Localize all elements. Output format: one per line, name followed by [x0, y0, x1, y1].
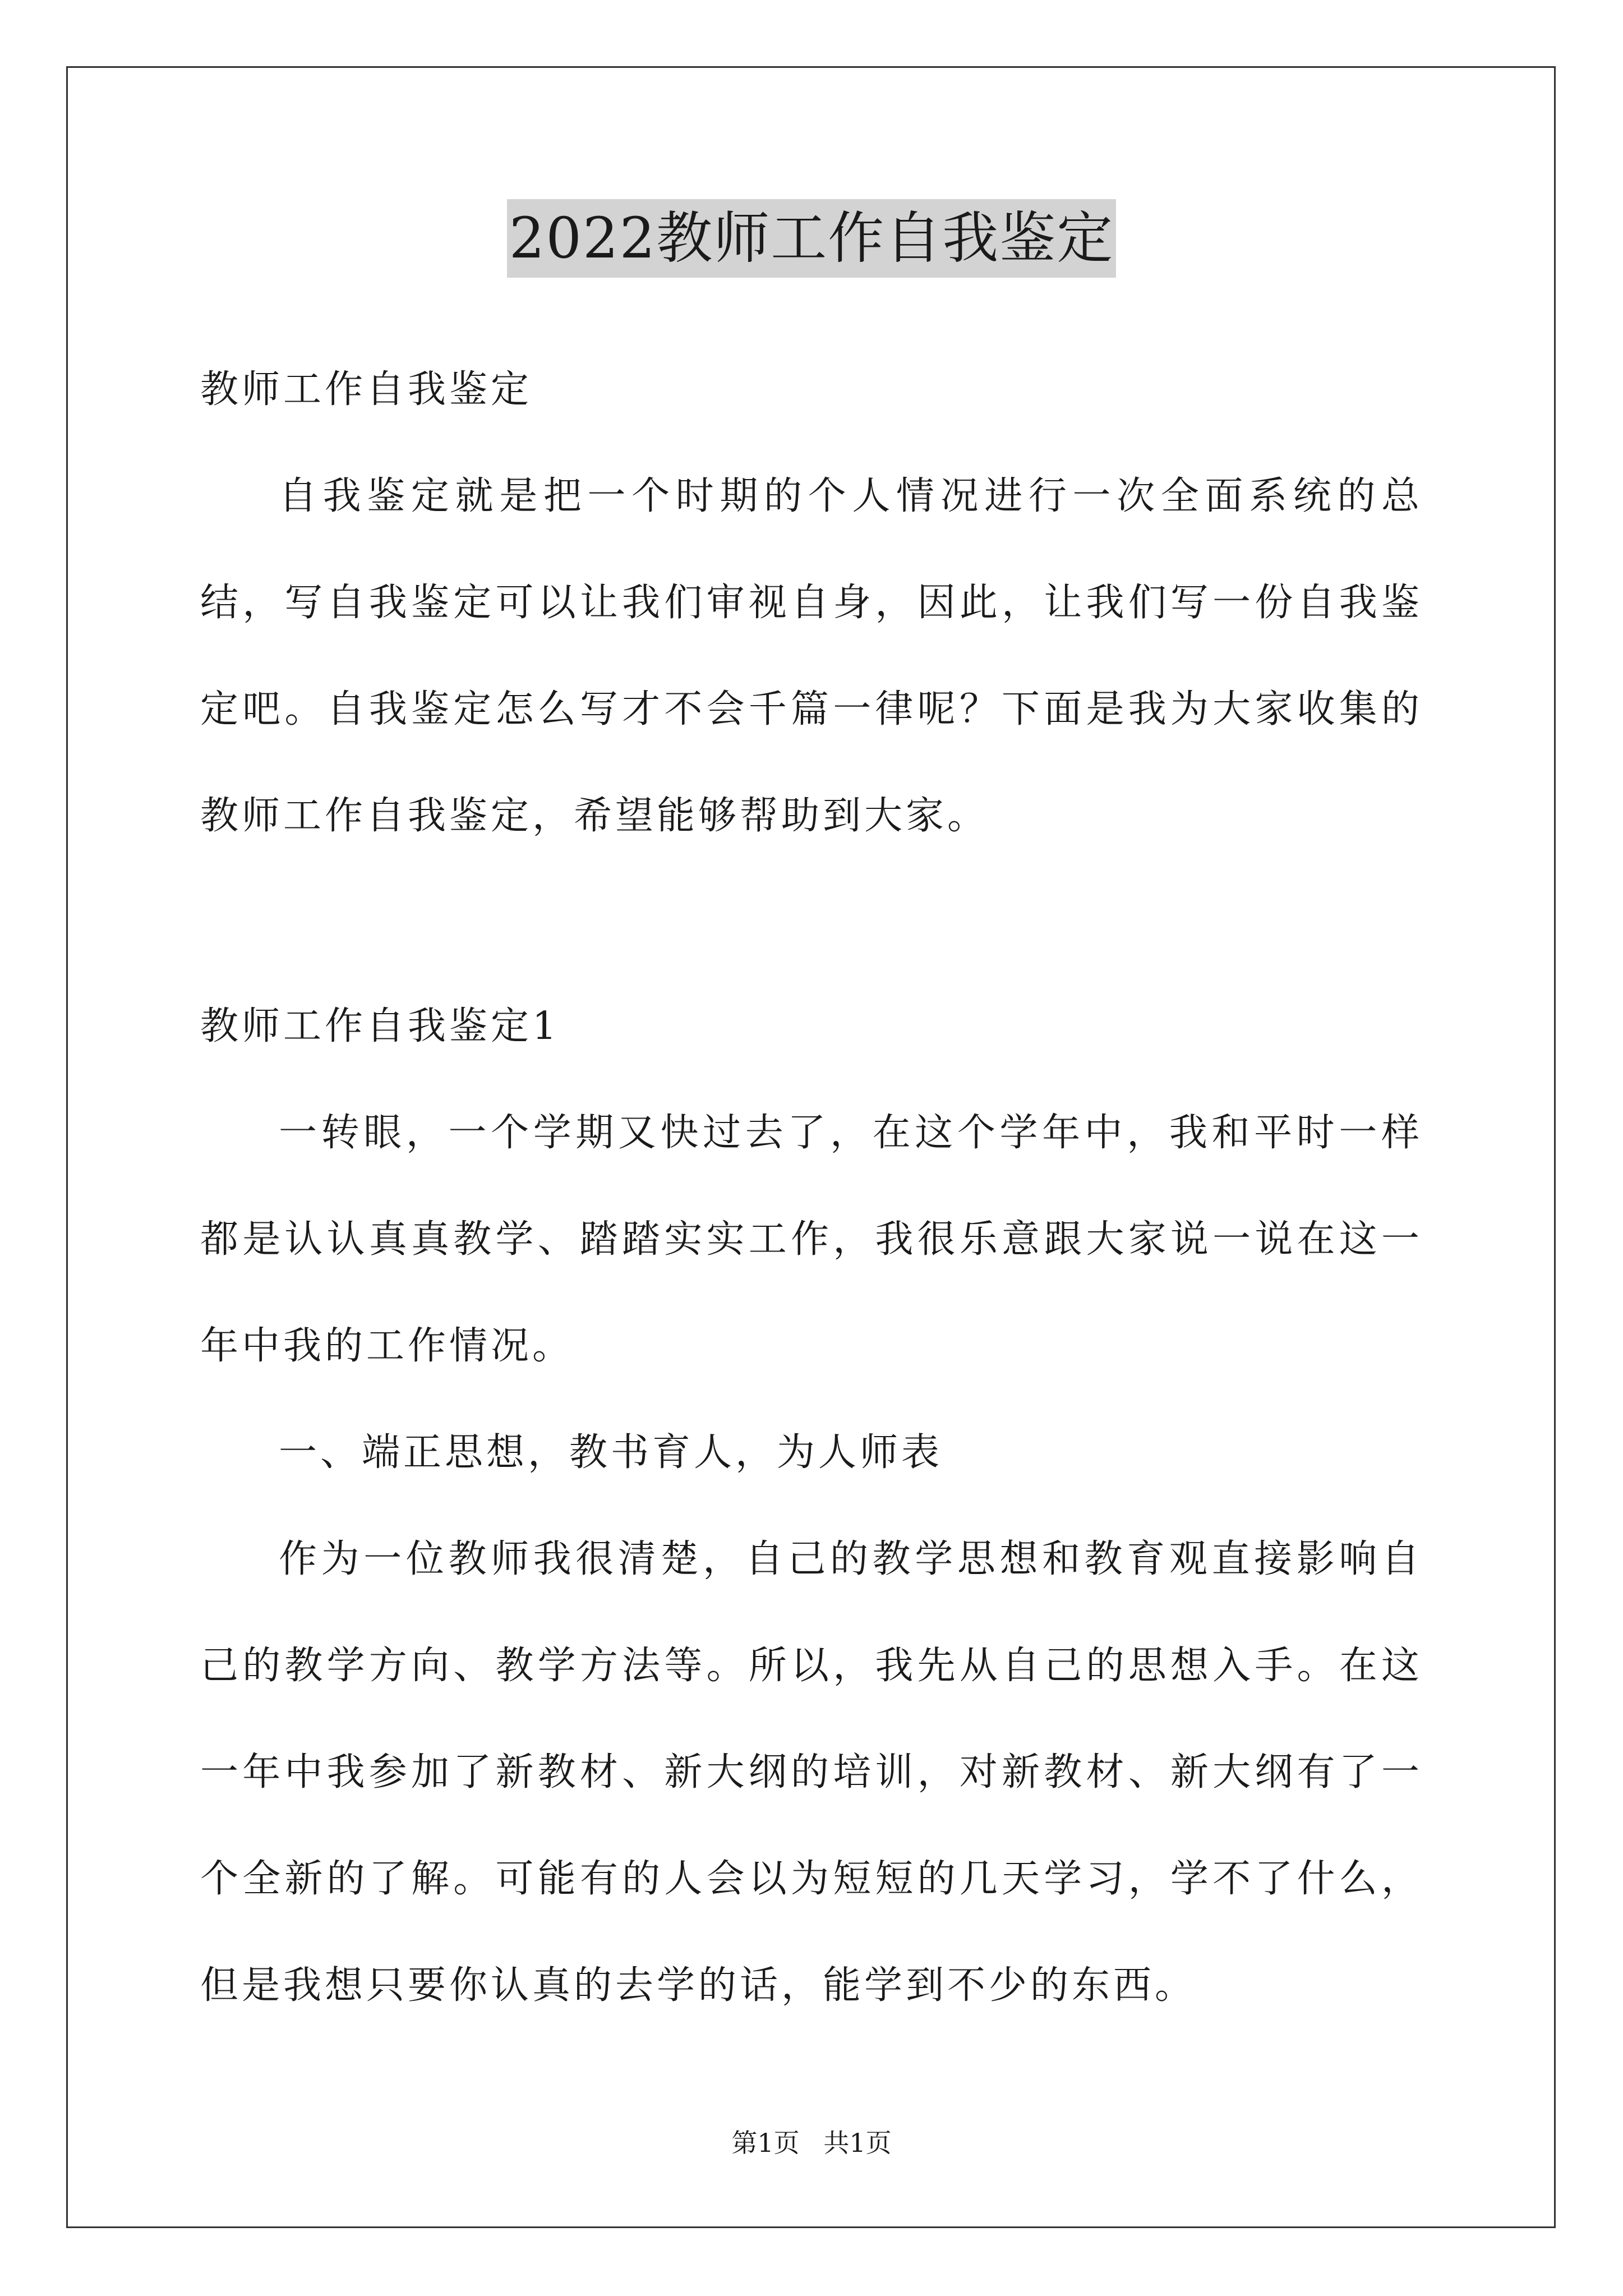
body-paragraph: 一转眼，一个学期又快过去了，在这个学年中，我和平时一样都是认认真真教学、踏踏实实工作，我很乐意跟大家说一说在这一年中我的工作情况。 [200, 1111, 1423, 1368]
page-number: 第1页 [731, 2128, 800, 2158]
section-heading: 教师工作自我鉴定 [200, 367, 533, 412]
document-title: 2022教师工作自我鉴定 [507, 199, 1117, 278]
body-paragraph: 自我鉴定就是把一个时期的个人情况进行一次全面系统的总结，写自我鉴定可以让我们审视自身，因此，让我们写一份自我鉴定吧。自我鉴定怎么写才不会千篇一律呢？下面是我为大家收集的教师工作自我鉴定，希望能够帮助到大家。 [200, 474, 1423, 838]
page-footer [0, 2126, 1623, 2160]
title-container [0, 199, 1623, 278]
body-paragraph: 作为一位教师我很清楚，自己的教学思想和教育观直接影响自己的教学方向、教学方法等。所以，我先从自己的思想入手。在这一年中我参加了新教材、新大纲的培训，对新教材、新大纲有了一个全新的了解。可能有的人会以为短短的几天学习，学不了什么，但是我想只要你认真的去学的话，能学到不少的东西。 [200, 1537, 1423, 2008]
document-body [200, 337, 1423, 2039]
section-heading: 教师工作自我鉴定1 [200, 1004, 560, 1048]
subsection-heading: 一、端正思想，教书育人，为人师表 [279, 1430, 943, 1475]
page-total: 共1页 [823, 2128, 892, 2158]
